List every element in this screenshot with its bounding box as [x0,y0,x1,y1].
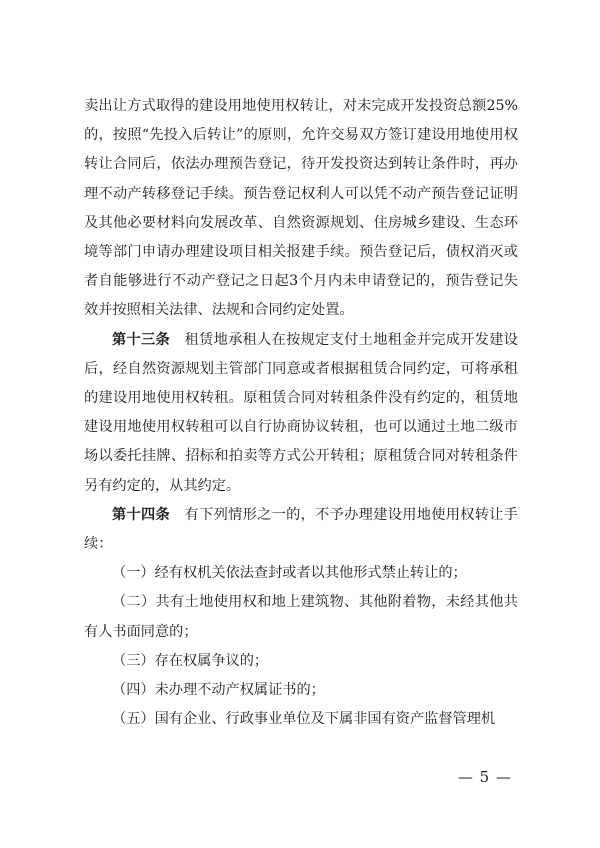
page-number: — 5 — [457,768,512,786]
article-14-item-4: （四）未办理不动产权属证书的； [112,682,325,699]
article-14-item-3: （三）存在权属争议的； [112,652,269,669]
document-body [84,92,518,734]
article-13-number: 第十三条 [112,331,171,348]
article-14-number: 第十四条 [112,506,171,523]
article-14-item-2: （二）共有土地使用权和地上建筑物、其他附着物，未经其他共有人书面同意的； [84,594,518,640]
article-13-text: 租赁地承租人在按规定支付土地租金并完成开发建设后，经自然资源规划主管部门同意或者根据租赁合同约定，可将承租的建设用地使用权转租。原租赁合同对转租条件没有约定的，租赁地建设用地使用权转租可以自行协商协议转租，也可以通过土地二级市场以委托挂牌、招标和拍卖等方式公开转租；原租赁合同对转租条件另有约定的，从其约定。 [84,331,518,494]
article-14-item-5: （五）国有企业、行政事业单位及下属非国有资产监督管理机 [112,711,496,728]
article-14-text: 有下列情形之一的，不予办理建设用地使用权转让手续： [84,506,518,553]
article-14-item-1: （一）经有权机关依法查封或者以其他形式禁止转让的； [112,565,467,582]
article-13 [84,326,518,501]
article-14 [84,501,518,559]
continuation-paragraph: 卖出让方式取得的建设用地使用权转让，对未完成开发投资总额25%的，按照“先投入后转让”的原则，允许交易双方签订建设用地使用权转让合同后，依法办理预告登记，待开发投资达到转让条件时，再办理不动产转移登记手续。预告登记权利人可以凭不动产预告登记证明及其他必要材料向发展改革、自然资源规划、住房城乡建设、生态环境等部门申请办理建设项目相关报建手续。预告登记后，债权消灭或者自能够进行不动产登记之日起3个月内未申请登记的，预告登记失效并按照相关法律、法规和合同约定处置。 [84,98,518,319]
